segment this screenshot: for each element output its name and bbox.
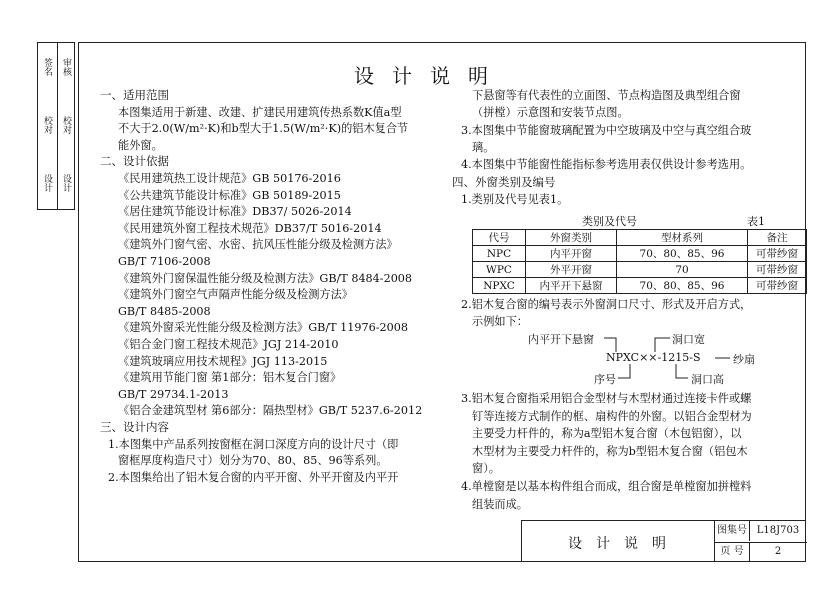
text-line: 木型材为主要受力杆件的，称为b型铝木复合窗（铝包木: [472, 444, 748, 458]
atlas-value: L18J703: [756, 525, 800, 536]
page-value: 2: [774, 546, 782, 557]
text-line: 3.本图集中节能窗玻璃配置为中空玻璃及中空与真空组合玻: [461, 123, 752, 137]
table-cell: 70、80、85、96: [617, 246, 748, 262]
text-line: 4.单樘窗是以基本构件组合而成，组合窗是单樘窗加拼樘料: [461, 480, 752, 493]
text-line: 《建筑外门窗气密、水密、抗风压性能分级及检测方法》: [118, 238, 398, 252]
text-line: 组装而成。: [472, 497, 528, 511]
diagram-width-label: 洞口宽: [672, 333, 705, 346]
atlas-label: 图集号: [715, 521, 750, 541]
category-table: [472, 229, 807, 294]
title-block-name: 设计说明: [568, 536, 680, 552]
table-number: 表1: [747, 215, 765, 228]
table-cell: 内平开下悬窗: [526, 278, 617, 294]
text-line: （拼樘）示意图和安装节点图。: [472, 106, 629, 120]
page-label: 页 号: [715, 542, 750, 562]
leader-line: [618, 364, 630, 378]
title-block-grid: [714, 520, 806, 562]
text-line: 窗）。: [472, 462, 500, 476]
text-line: 钉等连接方式制作的框、扇构件的外窗。以铝合金型材为: [472, 409, 752, 423]
text-line: 《居住建筑节能设计标准》DB37/ 5026-2014: [118, 205, 352, 219]
diagram-serial-label: 序号: [594, 373, 616, 386]
text-line: 1.类别及代号见表1。: [461, 192, 569, 206]
text-line: GB/T 7106-2008: [118, 255, 211, 268]
sidebar-column-left: [38, 43, 58, 209]
section-heading: 二、设计依据: [100, 154, 169, 169]
table-cell: WPC: [473, 262, 526, 278]
text-line: 不大于2.0(W/m²·K)和b型大于1.5(W/m²·K)的铝木复合节: [118, 122, 409, 136]
text-line: 2.本图集给出了铝木复合窗的内平开窗、外平开窗及内平开: [108, 470, 399, 484]
leader-line: [655, 338, 670, 352]
text-line: 主要受力杆件的，称为a型铝木复合窗（木包铝窗），以: [472, 427, 742, 441]
text-line: 《铝合金建筑型材 第6部分：隔热型材》GB/T 5237.6-2012: [118, 404, 423, 418]
text-line: 《建筑用节能门窗 第1部分：铝木复合门窗》: [118, 371, 342, 385]
table-caption: 类别及代号: [582, 215, 637, 228]
sidebar-cell: 审核: [61, 58, 71, 76]
text-line: 3.铝木复合窗指采用铝合金型材与木型材通过连接卡件或螺: [461, 392, 752, 405]
text-line: 《铝合金门窗工程技术规范》JGJ 214-2010: [118, 338, 339, 351]
text-line: 《建筑外门窗保温性能分级及检测方法》GB/T 8484-2008: [118, 271, 413, 285]
text-line: 下悬窗等有代表性的立面图、节点构造图及典型组合窗: [472, 89, 741, 102]
table-row: [473, 262, 807, 278]
text-line: 窗框厚度构造尺寸）划分为70、80、85、96等系列。: [118, 454, 388, 468]
leader-line: [676, 364, 688, 378]
table-cell: 内平开窗: [526, 246, 617, 262]
table-header: 外窗类别: [526, 230, 617, 246]
sidebar-cell: 设计: [42, 174, 52, 192]
text-line: 《民用建筑热工设计规范》GB 50176-2016: [118, 172, 341, 185]
table-cell: 外平开窗: [526, 262, 617, 278]
text-line: 本图集适用于新建、改建、扩建民用建筑传热系数K值a型: [118, 105, 402, 119]
table-header: 代号: [473, 230, 526, 246]
text-line: GB/T 8485-2008: [118, 304, 211, 318]
title-block: [521, 520, 806, 562]
text-line: 2.铝木复合窗的编号表示外窗洞口尺寸、形式及开启方式，: [461, 298, 752, 311]
table-cell: NPXC: [473, 278, 526, 294]
section-heading: 一、适用范围: [100, 88, 169, 102]
signature-sidebar: [37, 42, 75, 210]
table-cell: NPC: [473, 246, 526, 262]
text-line: 璃。: [472, 140, 495, 154]
text-line: 《建筑玻璃应用技术规程》JGJ 113-2015: [118, 354, 328, 368]
text-line: 4.本图集中节能窗性能指标参考选用表仅供设计参考选用。: [461, 158, 752, 172]
table-row: [473, 278, 807, 294]
table-header-row: [473, 230, 807, 246]
diagram-type-label: 内平开下悬窗: [528, 333, 594, 346]
table-cell: 可带纱窗: [748, 278, 807, 294]
sidebar-cell: 签名: [42, 58, 52, 76]
sidebar-cell: 设计: [61, 174, 71, 192]
text-line: GB/T 29734.1-2013: [118, 387, 229, 401]
text-line: 《公共建筑节能设计标准》GB 50189-2015: [118, 188, 341, 202]
sidebar-cell: 校对: [42, 116, 52, 134]
text-line: 1.本图集中产品系列按窗框在洞口深度方向的设计尺寸（即: [108, 437, 399, 451]
diagram-code: NPXC××-1215-S: [606, 351, 701, 364]
text-line: 《民用建筑外窗工程技术规范》DB37/T 5016-2014: [118, 221, 382, 235]
diagram-height-label: 洞口高: [691, 373, 724, 386]
leader-line: [604, 338, 616, 352]
table-row: [473, 246, 807, 262]
section-heading: 三、设计内容: [100, 420, 169, 434]
table-cell: 70: [617, 262, 748, 278]
page-title: 设计说明: [354, 64, 506, 88]
section-heading: 四、外窗类别及编号: [452, 174, 556, 189]
table-cell: 可带纱窗: [748, 262, 807, 278]
sidebar-cell: 校对: [61, 116, 71, 134]
title-block-name-cell: [521, 520, 714, 562]
text-line: 《建筑外门窗空气声隔声性能分级及检测方法》: [118, 288, 353, 302]
text-line: 示例如下：: [472, 314, 528, 328]
table-cell: 70、80、85、96: [617, 278, 748, 294]
text-line: 能外窗。: [118, 138, 163, 152]
text-line: 《建筑外窗采光性能分级及检测方法》GB/T 11976-2008: [118, 321, 408, 335]
table-header: 型材系列: [617, 230, 748, 246]
sidebar-column-right: [57, 43, 76, 209]
table-cell: 可带纱窗: [748, 246, 807, 262]
table-header: 备注: [748, 230, 807, 246]
diagram-screen-label: 纱扇: [733, 353, 755, 366]
